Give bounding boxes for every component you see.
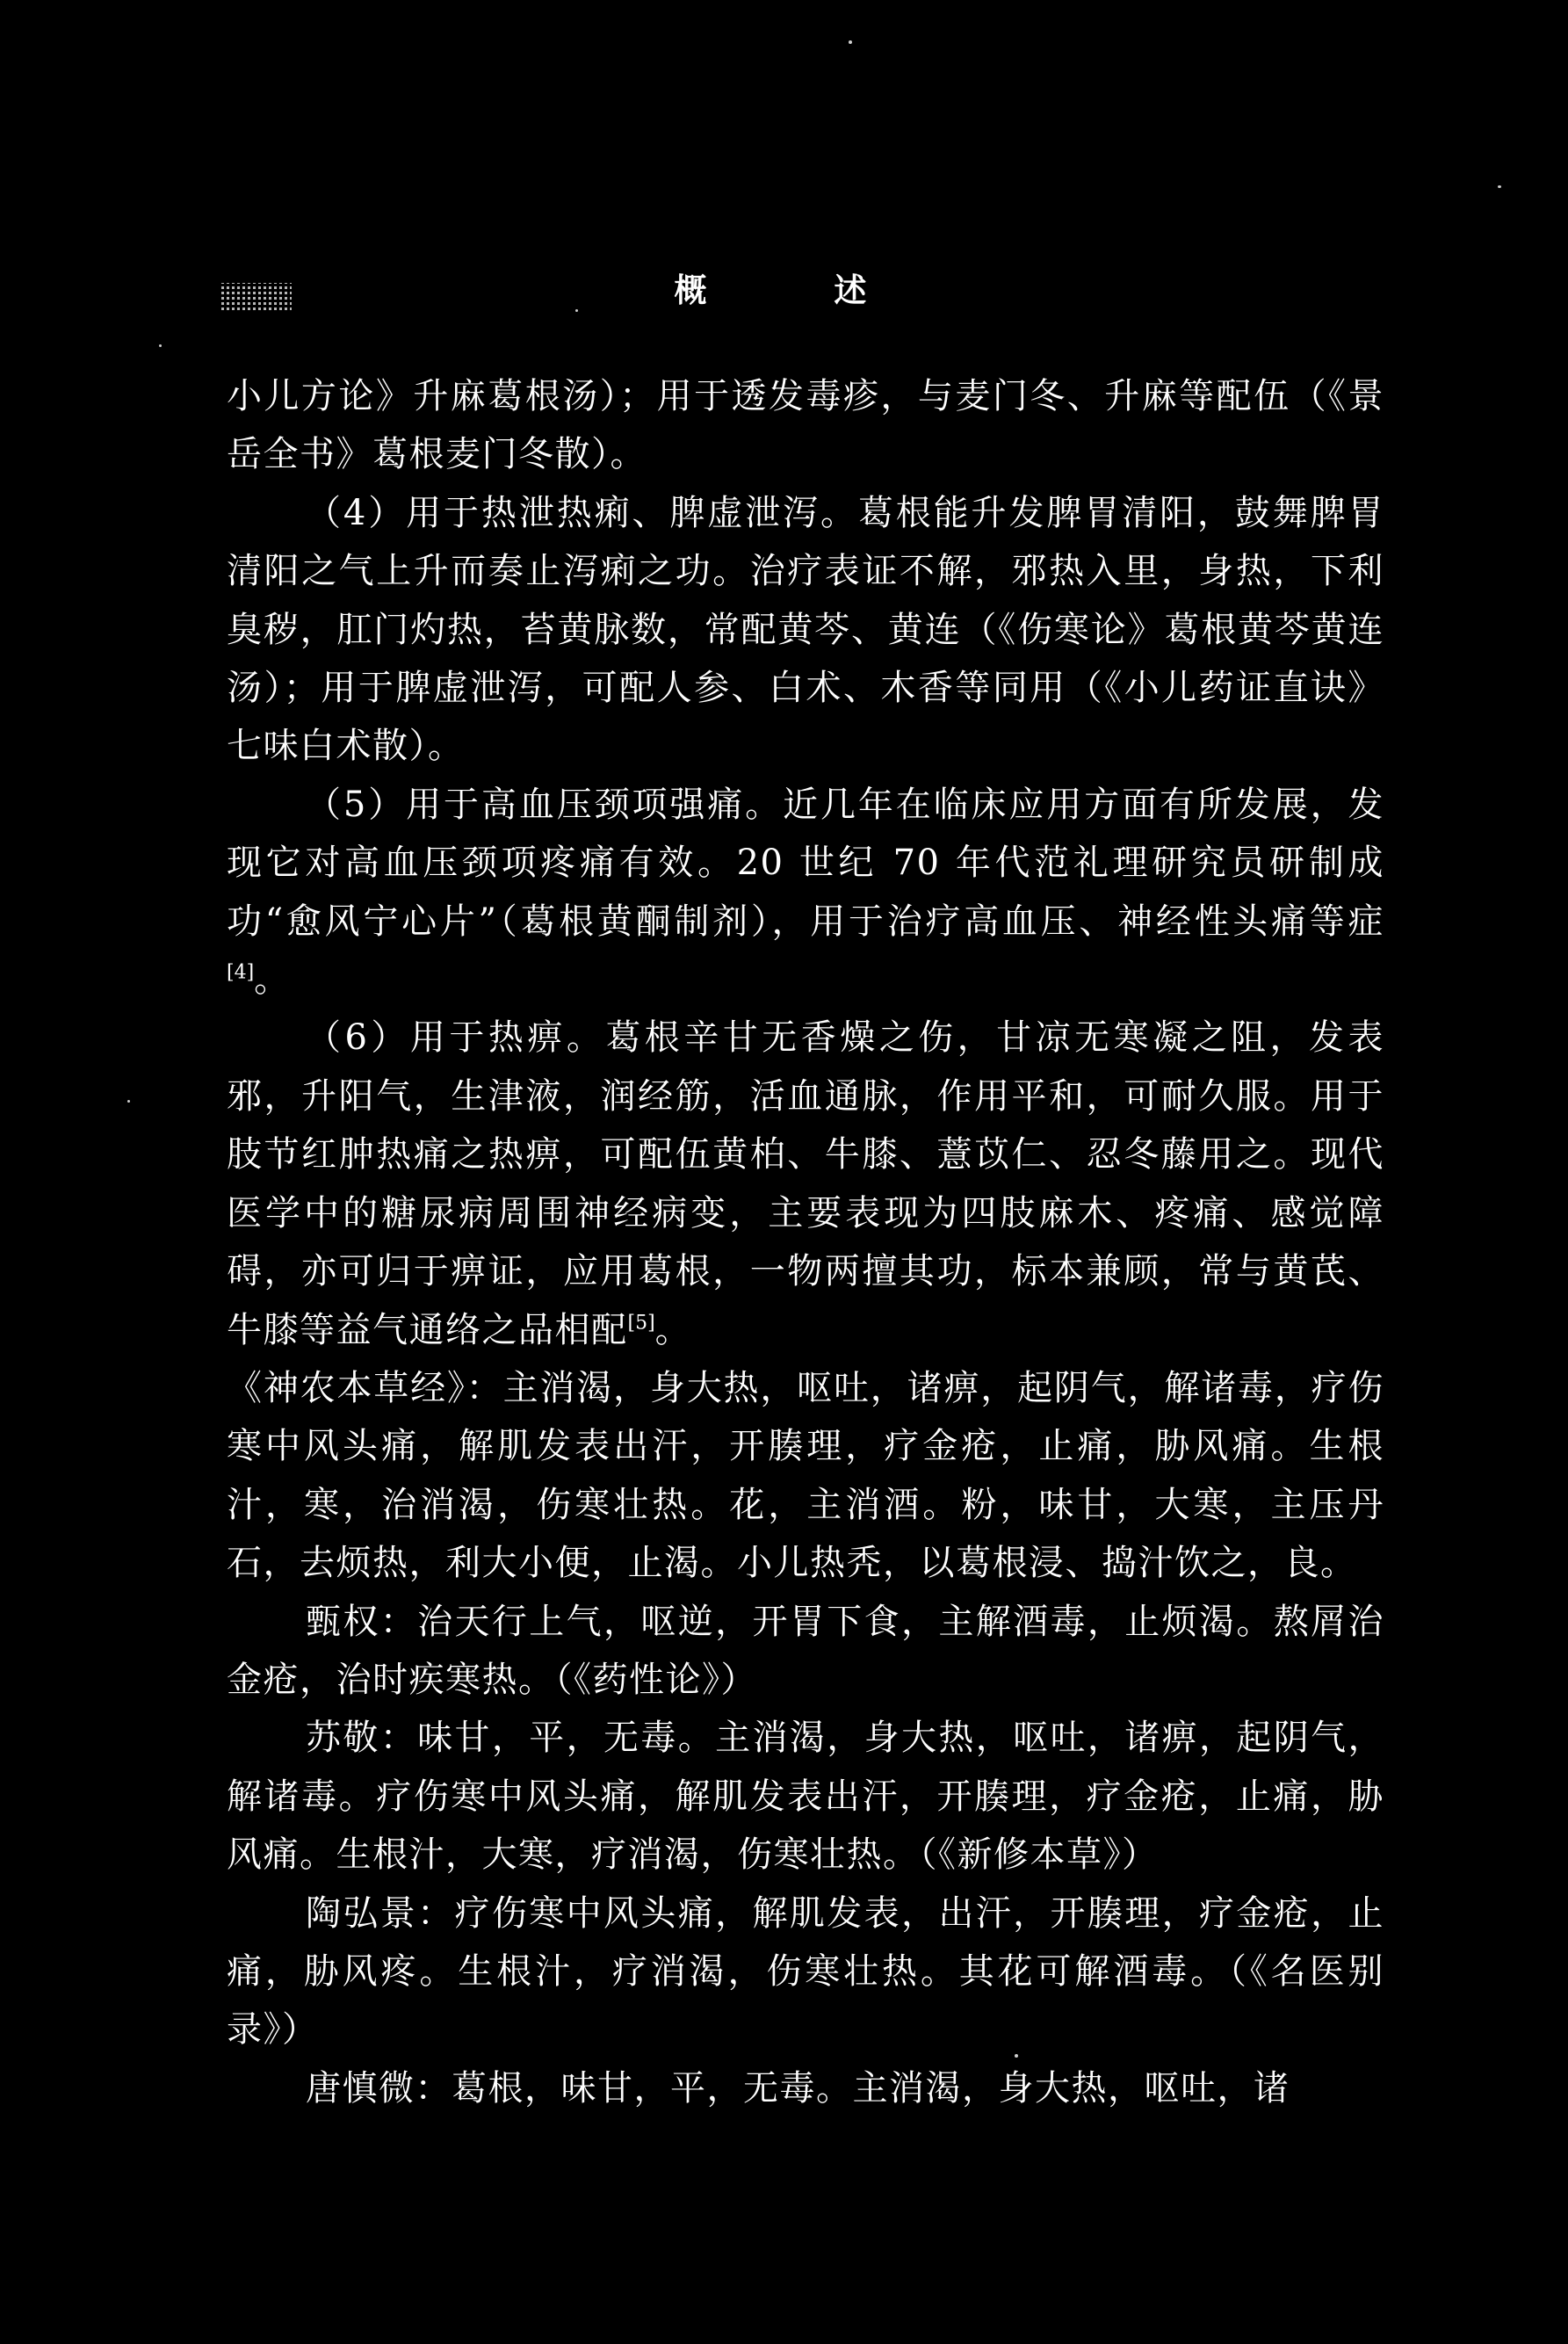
paragraph-text: 小儿方论》升麻葛根汤）；用于透发毒疹，与麦门冬、升麻等配伍（《景岳全书》葛根麦门冬散）。	[227, 376, 1384, 475]
paragraph-text: （6）用于热痹。葛根辛甘无香燥之伤，甘凉无寒凝之阻，发表邪，升阳气，生津液，润经筋，活血通脉，作用平和，可耐久服。用于肢节红肿热痛之热痹，可配伍黄柏、牛膝、薏苡仁、忍冬藤用之。现代医学中的糖尿病周围神经病变，主要表现为四肢麻木、疼痛、感觉障碍，亦可归于痹证，应用葛根，一物两擅其功，标本兼顾，常与黄芪、牛膝等益气通络之品相配	[227, 1017, 1384, 1350]
quote-su-jing	[227, 1709, 1384, 1884]
body-text	[227, 367, 1384, 2117]
running-title: 概 述	[674, 271, 925, 309]
reference-mark: [4]	[227, 961, 255, 984]
quote-shennong-bencao	[227, 1359, 1384, 1593]
paragraph-item-4	[227, 484, 1384, 776]
paragraph-continued	[227, 367, 1384, 484]
paragraph-text: 《神农本草经》：主消渴，身大热，呕吐，诸痹，起阴气，解诸毒，疗伤寒中风头痛，解肌发表出汗，开腠理，疗金疮，止痛，胁风痛。生根汁，寒，治消渴，伤寒壮热。花，主消酒。粉，味甘，大寒，主压丹石，去烦热，利大小便，止渴。小儿热秃，以葛根浸、捣汁饮之，良。	[227, 1367, 1384, 1584]
paragraph-item-6	[227, 1009, 1384, 1358]
paragraph-item-5	[227, 776, 1384, 1009]
page-header	[220, 264, 1379, 316]
scan-speck	[159, 344, 162, 347]
paragraph-text: 甄权：治天行上气，呕逆，开胃下食，主解酒毒，止烦渴。熬屑治金疮，治时疾寒热。（《药性论》）	[227, 1601, 1384, 1700]
paragraph-end-punct: 。	[654, 1309, 692, 1350]
scan-artifact-mark	[221, 283, 292, 313]
paragraph-end-punct: 。	[254, 959, 291, 1001]
scan-speck	[1498, 185, 1501, 188]
scan-speck	[1015, 2054, 1018, 2058]
reference-mark: [5]	[627, 1312, 655, 1335]
paragraph-text: （5）用于高血压颈项强痛。近几年在临床应用方面有所发展，发现它对高血压颈项疼痛有效。20 世纪 70 年代范礼理研究员研制成功“愈风宁心片”（葛根黄酮制剂），用于治疗高血压、神经性头痛等症	[227, 784, 1384, 942]
quote-tao-hongjing	[227, 1885, 1384, 2059]
paragraph-text: 陶弘景：疗伤寒中风头痛，解肌发表，出汗，开腠理，疗金疮，止痛，胁风疼。生根汁，疗消渴，伤寒壮热。其花可解酒毒。（《名医别录》）	[227, 1892, 1384, 2051]
scan-speck	[575, 309, 578, 312]
quote-tang-shenwei	[227, 2059, 1384, 2117]
paragraph-text: 苏敬：味甘，平，无毒。主消渴，身大热，呕吐，诸痹，起阴气，解诸毒。疗伤寒中风头痛，解肌发表出汗，开腠理，疗金疮，止痛，胁风痛。生根汁，大寒，疗消渴，伤寒壮热。（《新修本草》）	[227, 1718, 1384, 1876]
scan-speck	[127, 1100, 130, 1103]
scan-speck	[849, 40, 852, 44]
quote-zhen-quan	[227, 1593, 1384, 1710]
paragraph-text: （4）用于热泄热痢、脾虚泄泻。葛根能升发脾胃清阳，鼓舞脾胃清阳之气上升而奏止泻痢之功。治疗表证不解，邪热入里，身热，下利臭秽，肛门灼热，苔黄脉数，常配黄芩、黄连（《伤寒论》葛根黄芩黄连汤）；用于脾虚泄泻，可配人参、白术、木香等同用（《小儿药证直诀》七味白术散）。	[227, 492, 1384, 767]
paragraph-text: 唐慎微：葛根，味甘，平，无毒。主消渴，身大热，呕吐，诸	[306, 2067, 1290, 2109]
